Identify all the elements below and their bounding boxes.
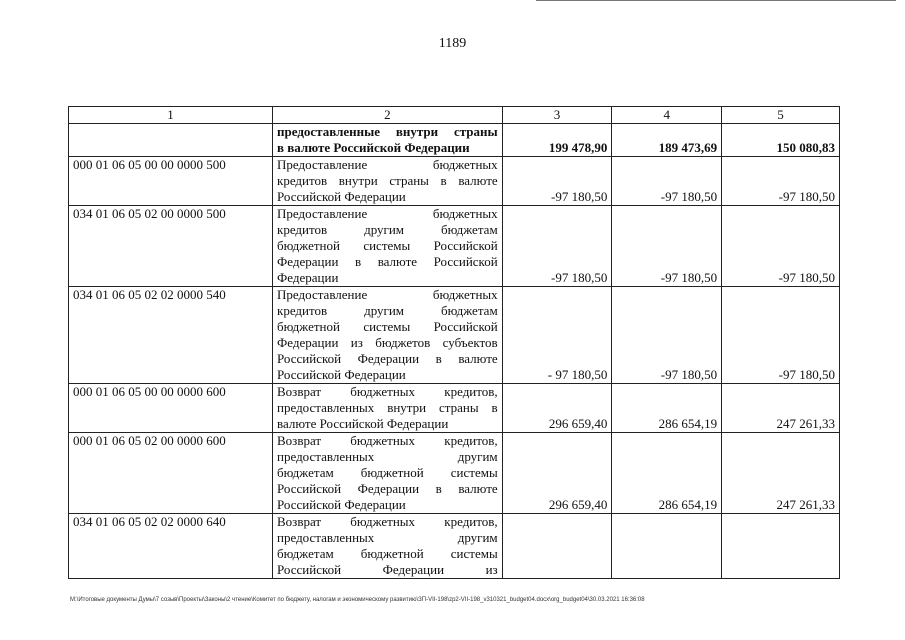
column-header-4: 4 bbox=[612, 107, 722, 124]
description-cell bbox=[273, 384, 503, 433]
amount-cell-col5 bbox=[722, 514, 840, 579]
description-line: кредитов другим бюджетам bbox=[277, 303, 498, 318]
description-line: валюте Российской Федерации bbox=[277, 416, 449, 431]
amount-cell-col3: 296 659,40 bbox=[502, 384, 612, 433]
amount-cell-col3 bbox=[502, 514, 612, 579]
description-line: Предоставление бюджетных bbox=[277, 206, 498, 221]
description-line: Возврат бюджетных кредитов, bbox=[277, 384, 498, 399]
table-row bbox=[69, 384, 840, 433]
description-cell bbox=[273, 157, 503, 206]
column-header-1: 1 bbox=[69, 107, 273, 124]
description-line: в валюте Российской Федерации bbox=[277, 140, 470, 155]
budget-code-cell bbox=[69, 124, 273, 157]
table-header-row bbox=[69, 107, 840, 124]
budget-code-cell: 000 01 06 05 00 00 0000 600 bbox=[69, 384, 273, 433]
description-line: кредитов внутри страны в валюте bbox=[277, 173, 498, 188]
description-line: кредитов другим бюджетам bbox=[277, 222, 498, 237]
amount-cell-col4: -97 180,50 bbox=[612, 206, 722, 287]
budget-code-cell: 000 01 06 05 02 00 0000 600 bbox=[69, 433, 273, 514]
amount-cell-col5: -97 180,50 bbox=[722, 287, 840, 384]
description-line: Российской Федерации bbox=[277, 367, 406, 382]
amount-cell-col3: -97 180,50 bbox=[502, 157, 612, 206]
description-line: бюджетной системы Российской bbox=[277, 238, 498, 253]
description-cell bbox=[273, 206, 503, 287]
budget-code-cell: 034 01 06 05 02 00 0000 500 bbox=[69, 206, 273, 287]
table-row bbox=[69, 157, 840, 206]
description-line: Предоставление бюджетных bbox=[277, 287, 498, 302]
amount-cell-col3: -97 180,50 bbox=[502, 206, 612, 287]
description-line: Российской Федерации bbox=[277, 189, 406, 204]
description-line: предоставленные внутри страны bbox=[277, 124, 498, 139]
amount-cell-col3: 296 659,40 bbox=[502, 433, 612, 514]
budget-code-cell: 000 01 06 05 00 00 0000 500 bbox=[69, 157, 273, 206]
column-header-2: 2 bbox=[273, 107, 503, 124]
column-header-3: 3 bbox=[502, 107, 612, 124]
description-cell bbox=[273, 287, 503, 384]
table-row bbox=[69, 124, 840, 157]
amount-cell-col3: 199 478,90 bbox=[502, 124, 612, 157]
budget-table bbox=[68, 106, 840, 579]
table-row bbox=[69, 287, 840, 384]
budget-code-cell: 034 01 06 05 02 02 0000 640 bbox=[69, 514, 273, 579]
description-cell bbox=[273, 433, 503, 514]
amount-cell-col5: 247 261,33 bbox=[722, 384, 840, 433]
table-row bbox=[69, 433, 840, 514]
description-line: бюджетной системы Российской bbox=[277, 319, 498, 334]
table-row bbox=[69, 206, 840, 287]
description-line: Российской Федерации в валюте bbox=[277, 351, 498, 366]
amount-cell-col4: 189 473,69 bbox=[612, 124, 722, 157]
amount-cell-col4 bbox=[612, 514, 722, 579]
description-line: Российской Федерации bbox=[277, 497, 406, 512]
amount-cell-col4: 286 654,19 bbox=[612, 433, 722, 514]
budget-code-cell: 034 01 06 05 02 02 0000 540 bbox=[69, 287, 273, 384]
column-header-5: 5 bbox=[722, 107, 840, 124]
amount-cell-col4: -97 180,50 bbox=[612, 157, 722, 206]
description-line: Возврат бюджетных кредитов, bbox=[277, 514, 498, 529]
amount-cell-col5: -97 180,50 bbox=[722, 206, 840, 287]
description-line: Федерации из бюджетов субъектов bbox=[277, 335, 498, 350]
top-rule bbox=[536, 0, 896, 1]
table-row bbox=[69, 514, 840, 579]
description-line: Российской Федерации из bbox=[277, 562, 498, 577]
amount-cell-col5: 150 080,83 bbox=[722, 124, 840, 157]
description-cell bbox=[273, 514, 503, 579]
description-line: предоставленных другим bbox=[277, 449, 498, 464]
description-line: бюджетам бюджетной системы bbox=[277, 465, 498, 480]
description-line: Федерации в валюте Российской bbox=[277, 254, 498, 269]
description-line: Возврат бюджетных кредитов, bbox=[277, 433, 498, 448]
amount-cell-col4: 286 654,19 bbox=[612, 384, 722, 433]
description-line: Российской Федерации в валюте bbox=[277, 481, 498, 496]
description-cell bbox=[273, 124, 503, 157]
description-line: Федерации bbox=[277, 270, 339, 285]
amount-cell-col5: -97 180,50 bbox=[722, 157, 840, 206]
amount-cell-col5: 247 261,33 bbox=[722, 433, 840, 514]
amount-cell-col3: - 97 180,50 bbox=[502, 287, 612, 384]
description-line: предоставленных внутри страны в bbox=[277, 400, 498, 415]
description-line: предоставленных другим bbox=[277, 530, 498, 545]
amount-cell-col4: -97 180,50 bbox=[612, 287, 722, 384]
description-line: бюджетам бюджетной системы bbox=[277, 546, 498, 561]
table-body bbox=[69, 107, 840, 579]
footer-file-path: M:\Итоговые документы Думы\7 созыв\Проекты\Законы\2 чтение\Комитет по бюджету, налогам и экономическому развитию\ЗП-VII-198\zp2-VII-198_v310321_budget04.docx\org_budget04\30.03.2021 16:36:08 bbox=[70, 597, 645, 603]
page-number: 1189 bbox=[438, 36, 467, 51]
description-line: Предоставление бюджетных bbox=[277, 157, 498, 172]
